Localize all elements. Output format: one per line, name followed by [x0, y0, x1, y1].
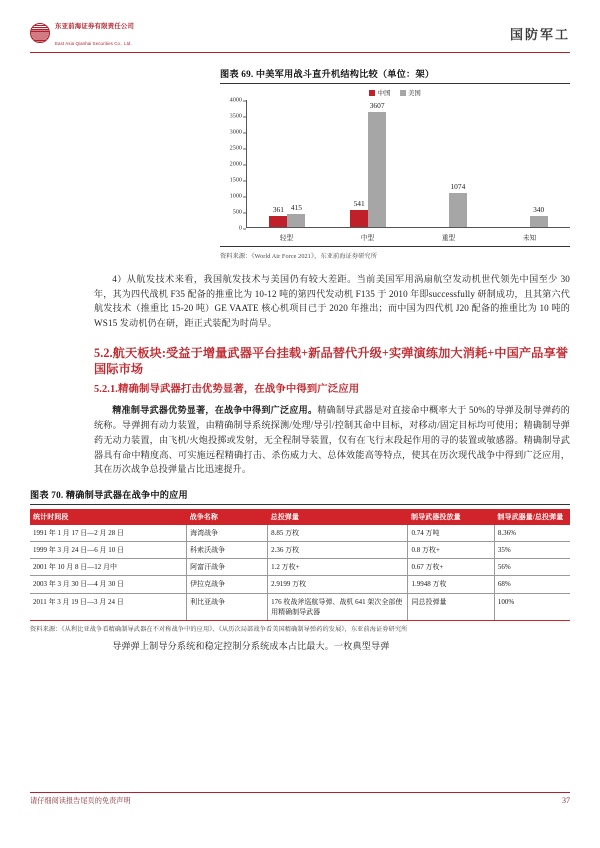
figure-69-source: 资料来源：《World Air Force 2021》，东亚前海证券研究所	[220, 253, 378, 260]
x-tick-label: 轻型	[279, 235, 294, 242]
y-tick: 2500	[229, 144, 242, 152]
y-tick: 0	[238, 224, 242, 232]
page-header	[0, 18, 600, 48]
bar-group-heavy	[409, 100, 490, 227]
cell-total-ordnance: 1.2 万枚+	[268, 559, 408, 576]
cell-war-name: 阿富汗战争	[187, 559, 268, 576]
bar-value-label: 1074	[450, 181, 466, 191]
header-divider	[30, 52, 570, 53]
column-header-war-name: 战争名称	[187, 509, 268, 525]
legend-item-china	[369, 88, 390, 97]
legend-label-us: 美国	[408, 90, 421, 97]
bar-china-light	[269, 204, 287, 227]
bar-value-label: 3607	[369, 101, 385, 111]
cell-total-ordnance: 2.9199 万枚	[268, 576, 408, 593]
bar-group-unknown	[489, 100, 570, 227]
cell-guided-ratio: 35%	[494, 542, 570, 559]
cell-guided-ratio: 100%	[494, 593, 570, 620]
y-tick: 3000	[229, 128, 242, 136]
legend-item-us	[400, 88, 421, 97]
chart-y-axis	[220, 96, 246, 232]
figure-69-chart	[220, 84, 570, 242]
figure-69	[30, 66, 570, 260]
bar-us-light	[287, 202, 305, 227]
chart-x-axis	[246, 228, 570, 242]
cell-period: 1991 年 1 月 17 日—2 月 28 日	[30, 525, 187, 542]
table-row	[30, 576, 570, 593]
paragraph-lead-sentence: 精准制导武器优势显著，在战争中得到广泛应用。	[112, 405, 318, 416]
paragraph-missile-cost: 导弹弹上制导分系统和稳定控制分系统成本占比最大。一枚典型导弹	[112, 640, 390, 651]
brand-text-block	[55, 16, 134, 50]
cell-period: 2003 年 3 月 30 日—4 月 30 日	[30, 576, 187, 593]
bar-value-label: 415	[290, 202, 302, 212]
company-brand	[30, 16, 134, 50]
bar-value-label: 541	[353, 198, 365, 208]
table-row	[30, 593, 570, 620]
chart-bars	[246, 100, 570, 228]
cell-war-name: 科索沃战争	[187, 542, 268, 559]
section-heading-5-2: 5.2.航天板块:受益于增量武器平台挂载+新品替代升级+实弹演练加大消耗+中国产品享誉国际市场	[94, 345, 569, 377]
cell-guided-ratio: 8.36%	[494, 525, 570, 542]
cell-guided-dropped: 1.9948 万枚	[408, 576, 494, 593]
sector-title: 国防军工	[509, 26, 570, 42]
bar-group-light	[247, 100, 328, 227]
brand-name-cn: 东亚前海证券有限责任公司	[55, 23, 135, 31]
section-heading-5-2-1: 5.2.1.精确制导武器打击优势显著，在战争中得到广泛应用	[94, 383, 360, 395]
cell-guided-dropped: 0.8 万枚+	[408, 542, 494, 559]
cell-period: 1999 年 3 月 24 日—6 月 10 日	[30, 542, 187, 559]
bar-us-medium	[368, 101, 386, 227]
cell-period: 2011 年 3 月 19 日—3 月 24 日	[30, 593, 187, 620]
cell-guided-dropped: 0.67 万枚+	[408, 559, 494, 576]
bar-value-label: 361	[272, 204, 284, 214]
x-tick-label: 重型	[441, 235, 456, 242]
y-tick: 1500	[229, 176, 242, 184]
y-tick: 4000	[229, 96, 242, 104]
page-number: 37	[562, 796, 570, 805]
cell-total-ordnance: 176 枚战斧巡航导弹、战机 641 架次全部使用精确制导武器	[268, 593, 408, 620]
bar-us-heavy	[449, 181, 467, 227]
paragraph-precision-weapons	[30, 403, 570, 477]
cell-guided-ratio: 68%	[494, 576, 570, 593]
column-header-total-ordnance: 总投弹量	[268, 509, 408, 525]
x-tick-label: 未知	[522, 235, 537, 242]
figure-69-title: 图表 69. 中美军用战斗直升机结构比较（单位：架）	[220, 69, 435, 79]
bar-china-medium	[350, 198, 368, 227]
figure-70-title: 图表 70. 精确制导武器在战争中的应用	[30, 489, 188, 500]
paragraph-body-text: 精确制导武器是对直接命中概率大于 50%的导弹及制导弹药的统称。导弹拥有动力装置，由精确制导系统探测/处理/导引/控制其命中目标，对移动/固定目标均可使用；精确制导弹药无动力装置，由飞机/火炮投掷或发射，无全程制导装置，仅有在飞行末段起作用的寻的装置或敏感器。精确制导武器具有命中精度高、可实施远程精确打击、杀伤威力大、总体效能高等特点，使其在历次现代战争中得到广泛应用，其在历次战争总投弹量占比迅速提升。	[94, 405, 570, 475]
y-tick: 1000	[229, 192, 242, 200]
x-tick-label: 中型	[360, 235, 375, 242]
chart-legend	[220, 88, 570, 97]
legend-swatch-us	[400, 90, 406, 96]
column-header-period: 统计时间段	[30, 509, 187, 525]
figure-70-title-rule	[30, 504, 570, 505]
footer-disclaimer: 请仔细阅读报告尾页的免责声明	[30, 797, 131, 805]
chart-plot-area	[220, 96, 570, 232]
column-header-guided-ratio: 制导武器量/总投弹量	[494, 509, 570, 525]
y-tick: 3500	[229, 112, 242, 120]
bar-us-unknown	[530, 205, 548, 227]
cell-period: 2001 年 10 月 8 日—12 月中	[30, 559, 187, 576]
column-header-guided-dropped: 制导武器投放量	[408, 509, 494, 525]
bar-value-label: 340	[533, 205, 545, 215]
table-row	[30, 542, 570, 559]
y-tick: 500	[232, 208, 242, 216]
y-tick: 2000	[229, 160, 242, 168]
cell-guided-dropped: 同总投弹量	[408, 593, 494, 620]
cell-war-name: 海湾战争	[187, 525, 268, 542]
company-logo-icon	[30, 23, 50, 43]
cell-war-name: 伊拉克战争	[187, 576, 268, 593]
table-row	[30, 525, 570, 542]
figure-69-bottom-rule	[220, 246, 570, 247]
bar-group-medium	[328, 100, 409, 227]
precision-weapons-table	[30, 509, 570, 621]
brand-name-en: East Asia Qianhai Securities Co., Ltd.	[55, 41, 132, 46]
cell-guided-ratio: 56%	[494, 559, 570, 576]
page-content	[30, 60, 570, 654]
cell-war-name: 利比亚战争	[187, 593, 268, 620]
cell-total-ordnance: 8.85 万枚	[268, 525, 408, 542]
table-header-row	[30, 509, 570, 525]
figure-70	[30, 487, 570, 633]
paragraph-aero-engine: 4）从航发技术来看，我国航发技术与美国仍有较大差距。当前美国军用涡扇航空发动机世代领先中国至少 30 年，其为四代战机 F35 配备的推重比为 10-12 吨的第四代发动机 F135 于 2010 年即successfully 研制成功，且其第六代航发技术（推重比 15-20 吨）GE VAATE 核心机项目已于 2020 年推出；而中国为四代机 J20 配备的推重比为 10 吨的 WS15 发动机仍在研，距正式装配为时尚早。	[94, 274, 570, 329]
cell-guided-dropped: 0.74 万吨	[408, 525, 494, 542]
cell-total-ordnance: 2.36 万枚	[268, 542, 408, 559]
legend-label-china: 中国	[377, 90, 391, 97]
table-row	[30, 559, 570, 576]
page-footer	[30, 792, 570, 806]
figure-70-source: 资料来源：《从利比亚战争看精确制导武器在不对称战争中的应用》、《从历次局部战争看美国精确制导弹药的发展》，东亚前海证券研究所	[30, 625, 408, 633]
legend-swatch-china	[369, 90, 375, 96]
